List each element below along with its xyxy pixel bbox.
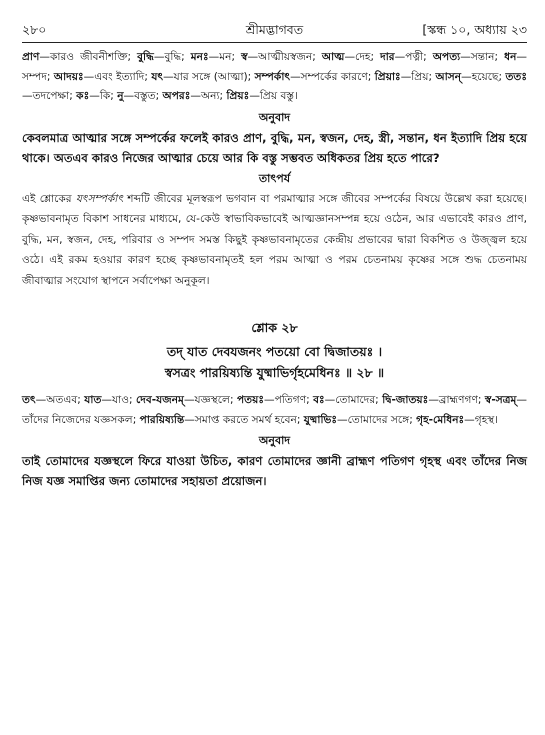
synonym-dash: — [428,394,439,406]
synonym-dash: — [101,394,113,406]
translation-heading-2: অনুবাদ [258,434,291,447]
synonyms-verse-27 [22,48,527,107]
synonym-dash: — [464,413,475,426]
synonym-word: আত্ম [321,51,345,63]
synonym-word: ততঃ [505,70,527,83]
synonym-dash: — [39,51,50,63]
synonym-word: যাত [84,394,102,406]
running-header [22,22,527,38]
synonym-meaning: দেহ; [355,51,381,63]
purport-italic-term: যৎসম্পর্কাৎ [75,192,124,205]
synonym-word: তৎ [22,394,36,406]
synonym-dash: — [22,90,33,102]
synonym-meaning: অন্য; [200,90,227,102]
synonym-meaning: বুদ্ধি; [164,51,191,63]
synonym-dash: — [247,51,259,63]
synonym-dash: — [337,413,348,426]
chapter-reference: [স্কন্ধ ১০, অধ্যায় ২৩ [422,22,527,37]
synonym-meaning: যার সঙ্গে (আত্মা); [173,70,255,83]
synonym-dash: — [460,51,471,63]
synonym-dash: — [249,90,260,102]
synonym-word: প্রিয়াঃ [374,70,401,83]
synonym-dash: — [190,90,201,102]
synonym-meaning: হয়েছে; [471,70,506,83]
synonym-dash: — [163,70,174,83]
translation-verse-27: কেবলমাত্র আত্মার সঙ্গে সম্পর্কের ফলেই কারও প্রাণ, বুদ্ধি, মন, স্বজন, দেহ, স্ত্রী, সন্তান, ধন ইত্যাদি প্রিয় হয়ে থাকে। অতএব কারও নিজের আত্মার চেয়ে আর কি বস্তু সম্ভবত অধিকতর প্রিয় হতে পারে? [22,130,527,165]
purport-text [22,189,527,292]
synonym-word: অপরঃ [162,90,191,102]
synonym-meaning: প্রিয় বস্তু। [259,90,298,102]
synonym-meaning: তাঁদের নিজেদের যজ্ঞসকল; [22,413,140,426]
synonym-meaning: পতিগণ; [274,394,314,406]
synonym-meaning: কি; [99,90,118,102]
synonym-word: দেব-যজনম্ [136,394,184,406]
verse-line-1: তদ্ যাত দেবযজনং পতয়ো বো দ্বিজাতয়ঃ । [166,344,383,359]
synonym-word: অপত্য [432,51,461,63]
synonym-word: গৃহ-মেধিনঃ [416,413,465,426]
synonym-dash: — [89,90,100,102]
synonym-word: প্রিয়ঃ [226,90,250,102]
synonym-word: সম্পর্কাৎ [254,70,291,83]
synonym-word: কঃ [76,90,90,102]
synonym-meaning: গৃহস্থ। [474,413,499,426]
synonym-meaning: ব্রাহ্মণগণ; [438,394,485,406]
synonym-meaning: সমাপ্ত করতে সমর্থ হবেন; [194,413,304,426]
synonym-dash: — [183,394,195,406]
synonym-meaning: যাও; [112,394,136,406]
synonym-dash: — [324,394,336,406]
synonym-meaning: পত্নী; [405,51,433,63]
synonym-dash: — [461,70,472,83]
synonym-dash: — [123,90,135,102]
synonym-meaning: সম্পর্কের কারণে; [300,70,375,83]
translation-verse-28: তাই তোমাদের যজ্ঞস্থলে ফিরে যাওয়া উচিত, কারণ তোমাদের জ্ঞানী ব্রাহ্মণ পতিগণ গৃহস্থ এবং তাঁদের নিজ নিজ যজ্ঞ সমাপ্তির জন্য তোমাদের সহায়তা প্রয়োজন। [22,454,527,488]
synonym-meaning: এবং ইত্যাদি; [94,70,152,83]
synonym-dash: — [394,51,406,63]
synonym-dash: — [400,70,412,83]
synonym-dash: — [344,51,356,63]
synonym-word: আদয়ঃ [53,70,84,83]
synonym-word: পারয়িষ্যন্তি [139,413,185,426]
synonym-meaning: বস্তুত; [134,90,163,102]
synonym-meaning: অতএব; [46,394,85,406]
purport-text-rest: শব্দটি জীবের মূলস্বরূপ ভগবান বা পরমাত্মার সঙ্গে জীবের সম্পর্কের বিষয়ে উল্লেখ করা হয়েছে। কৃষ্ণভাবনামৃত বিকাশ সাধনের মাধ্যমে, যে-কেউ স্বাভাবিকভাবেই আত্মজ্ঞানসম্পন্ন হয়ে ওঠেন, আর এভাবেই কারও প্রাণ, বুদ্ধি, মন, স্বজন, দেহ, পরিবার ও সম্পদ সমস্ত কিছুই কৃষ্ণভাবনামৃতের কেন্দ্রীয় প্রভাবের দ্বারা বিকশিত ও উজ্জ্বল হয়ে ওঠে। এই রকম হওয়ার কারণ হচ্ছে কৃষ্ণভাবনামৃতই হল পরম আত্মা ও পরম চেতনাময় কৃষ্ণের সঙ্গে শুদ্ধ চেতনাময় জীবাত্মার সংযোগ স্থাপনে সর্বাপেক্ষা অনুকূল। [22,192,527,287]
synonym-meaning: মন; [219,51,242,63]
synonym-word: স্ব-সত্রম্ [484,394,517,406]
synonym-dash: — [184,413,195,426]
header-rule [22,42,527,43]
synonym-word: দ্বি-জাতয়ঃ [382,394,429,406]
synonym-word: বঃ [313,394,325,406]
page-content [22,48,527,491]
page-number: ২৮০ [22,22,47,37]
synonym-word: পতয়ঃ [236,394,264,406]
synonym-meaning: আত্মীয়স্বজন; [258,51,322,63]
book-title: শ্রীমদ্ভাগবত [245,22,304,37]
translation-heading: অনুবাদ [258,110,291,124]
synonym-meaning: সন্তান; [470,51,505,63]
synonym-dash: — [208,51,220,63]
synonym-meaning: তোমাদের; [335,394,383,406]
synonym-word: যুষ্মাভিঃ [303,413,338,426]
synonym-meaning: সম্পদ; [22,70,54,83]
purport-text-start: এই শ্লোকের [22,192,76,205]
synonym-word: প্রাণ [22,51,40,63]
purport-heading: তাৎপর্য [258,171,291,185]
synonym-word: আসন্ [435,70,462,83]
synonym-word: স্ব [241,51,248,63]
synonym-word: ধন [504,51,517,63]
synonym-dash: — [290,70,301,83]
synonym-word: মনঃ [190,51,209,63]
synonym-meaning: কারও জীবনীশক্তি; [49,51,138,63]
verse-heading: শ্লোক ২৮ [251,320,298,335]
synonym-dash: — [516,51,528,63]
synonym-meaning: তোমাদের সঙ্গে; [347,413,417,426]
synonym-meaning: যজ্ঞস্থলে; [194,394,237,406]
synonym-dash: — [263,394,275,406]
synonym-dash: — [153,51,165,63]
synonym-dash: — [516,394,527,406]
synonym-dash: — [83,70,95,83]
synonym-word: বুদ্ধি [137,51,154,63]
synonym-dash: — [35,394,47,406]
synonyms-verse-28 [22,391,527,430]
synonym-word: নু [117,90,124,102]
synonym-meaning: প্রিয়; [411,70,436,83]
synonym-word: যৎ [151,70,164,83]
synonym-word: দার [380,51,395,63]
verse-line-2: স্বসত্রং পারয়িষ্যন্তি যুষ্মাভির্গৃহমেধিনঃ ॥ ২৮ ॥ [164,365,385,380]
synonym-meaning: তদপেক্ষা; [32,90,77,102]
